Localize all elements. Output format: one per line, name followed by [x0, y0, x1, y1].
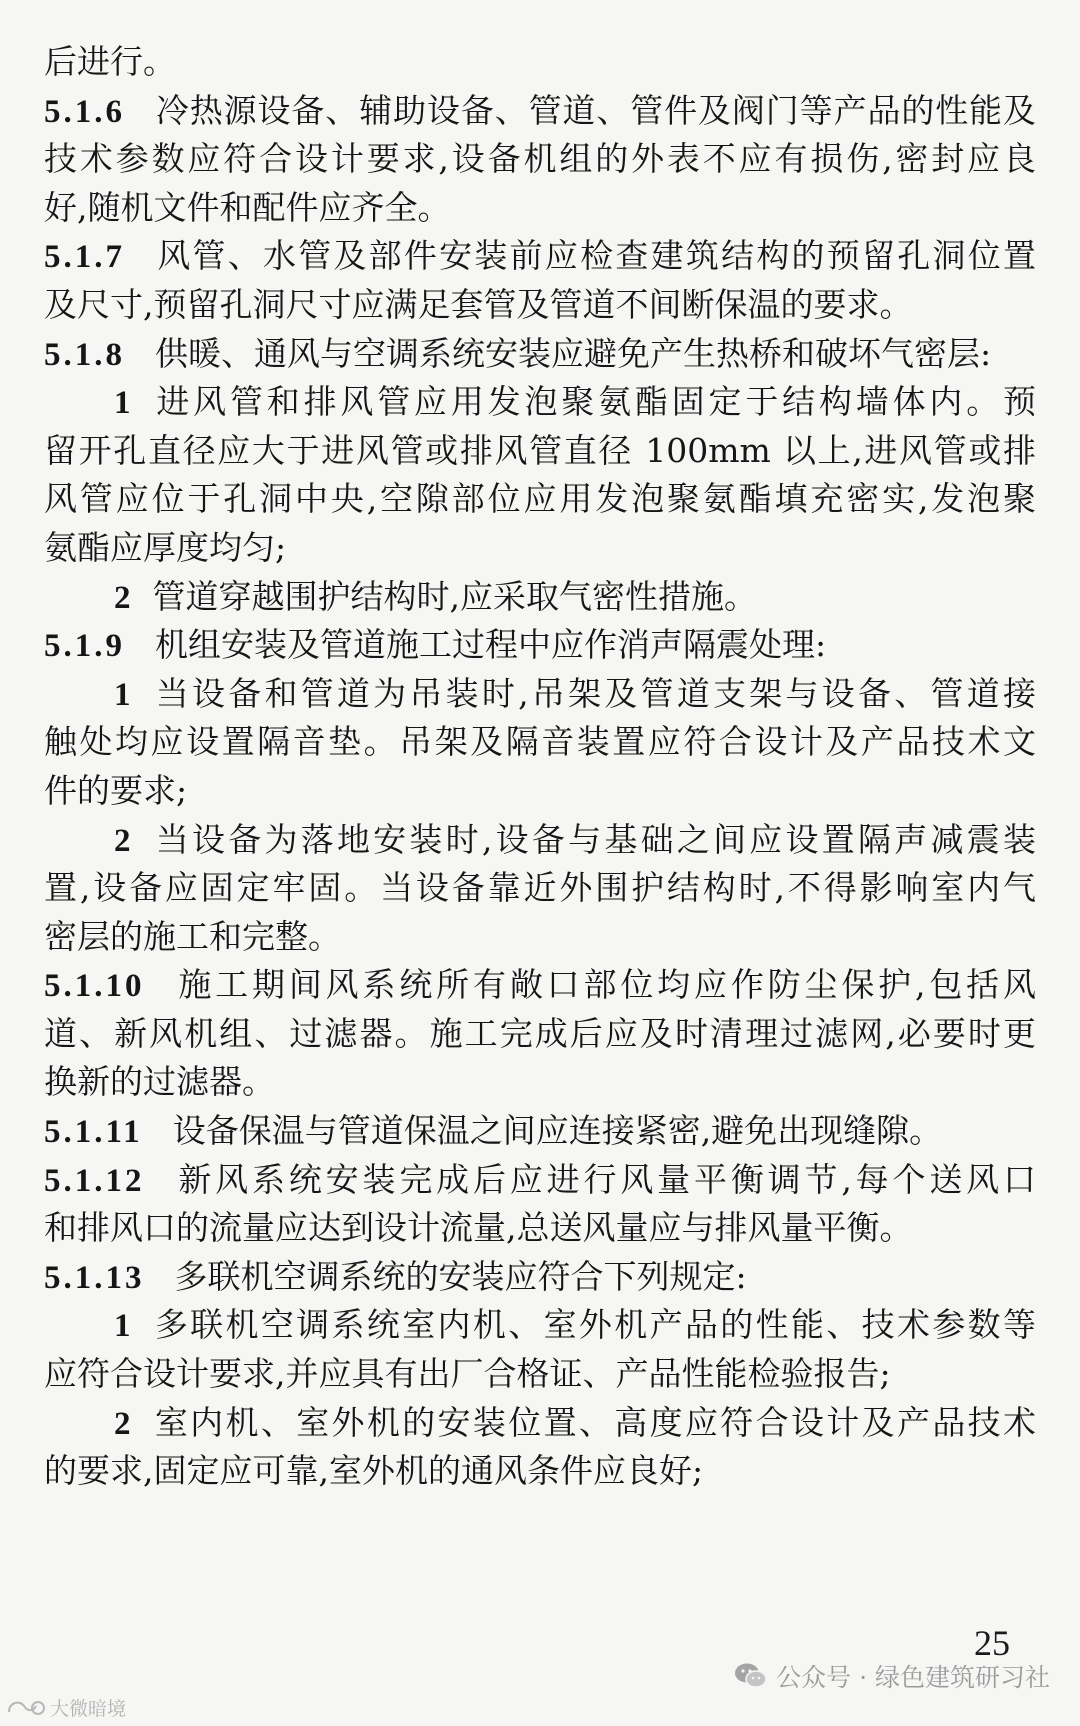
line-text: 进风管和排风管应用发泡聚氨酯固定于结构墙体内。预	[152, 382, 1036, 422]
watermark-logo	[6, 1694, 126, 1721]
line-text: 设备保温与管道保温之间应连接紧密,避免出现缝隙。	[172, 1111, 943, 1151]
clause-number: 5.1.10	[44, 968, 145, 1005]
text-line	[44, 1301, 1036, 1350]
line-text: 置,设备应固定牢固。当设备靠近外围护结构时,不得影响室内气	[44, 868, 1036, 908]
item-number: 1	[114, 1308, 131, 1345]
line-text: 道、新风机组、过滤器。施工完成后应及时清理过滤网,必要时更	[44, 1013, 1036, 1053]
text-line	[44, 1204, 1036, 1253]
text-line	[44, 1253, 1036, 1302]
line-text: 当设备为落地安装时,设备与基础之间应设置隔声减震装	[152, 819, 1036, 859]
text-line	[44, 1107, 1036, 1156]
clause-number: 5.1.12	[44, 1162, 145, 1199]
text-line	[44, 1350, 1036, 1399]
watermark-wechat	[734, 1658, 1050, 1694]
logo-icon	[6, 1697, 46, 1719]
text-line	[44, 1156, 1036, 1205]
item-number: 1	[114, 385, 131, 422]
item-number: 1	[114, 676, 131, 713]
line-text: 风管应位于孔洞中央,空隙部位应用发泡聚氨酯填充密实,发泡聚	[44, 479, 1036, 519]
line-text: 氨酯应厚度均匀;	[44, 527, 287, 567]
document-body	[44, 38, 1036, 1496]
line-text: 当设备和管道为吊装时,吊架及管道支架与设备、管道接	[152, 673, 1036, 713]
line-text: 多联机空调系统的安装应符合下列规定:	[174, 1256, 747, 1296]
text-line	[44, 38, 1036, 87]
clause-number: 5.1.7	[44, 239, 125, 276]
text-line	[44, 1058, 1036, 1107]
line-text: 管道穿越围护结构时,应采取气密性措施。	[152, 576, 757, 616]
line-text: 多联机空调系统室内机、室外机产品的性能、技术参数等	[152, 1305, 1036, 1345]
line-text: 密层的施工和完整。	[44, 916, 341, 956]
text-line	[44, 816, 1036, 865]
text-line	[44, 864, 1036, 913]
text-line	[44, 184, 1036, 233]
line-text: 件的要求;	[44, 770, 188, 810]
text-line	[44, 961, 1036, 1010]
page-number: 25	[974, 1623, 1010, 1663]
text-line	[44, 573, 1036, 622]
line-text: 触处均应设置隔音垫。吊架及隔音装置应符合设计及产品技术文	[44, 722, 1036, 762]
text-line	[44, 767, 1036, 816]
text-line	[44, 475, 1036, 524]
text-line	[44, 378, 1036, 427]
line-text: 技术参数应符合设计要求,设备机组的外表不应有损伤,密封应良	[44, 139, 1036, 179]
line-text: 供暖、通风与空调系统安装应避免产生热桥和破坏气密层:	[155, 333, 992, 373]
clause-number: 5.1.6	[44, 93, 125, 130]
text-line	[44, 1399, 1036, 1448]
line-text: 冷热源设备、辅助设备、管道、管件及阀门等产品的性能及	[155, 90, 1036, 130]
line-text: 后进行。	[44, 42, 176, 81]
line-text: 好,随机文件和配件应齐全。	[44, 187, 451, 227]
text-line	[44, 718, 1036, 767]
text-line	[44, 1010, 1036, 1059]
clause-number: 5.1.11	[44, 1114, 143, 1151]
item-number: 2	[114, 1405, 131, 1442]
line-text: 机组安装及管道施工过程中应作消声隔震处理:	[155, 625, 827, 665]
line-text: 施工期间风系统所有敞口部位均应作防尘保护,包括风	[174, 965, 1036, 1005]
wechat-icon	[734, 1662, 768, 1690]
text-line	[44, 524, 1036, 573]
line-text: 及尺寸,预留孔洞尺寸应满足套管及管道不间断保温的要求。	[44, 284, 913, 324]
text-line	[44, 281, 1036, 330]
clause-number: 5.1.9	[44, 628, 125, 665]
line-text: 的要求,固定应可靠,室外机的通风条件应良好;	[44, 1451, 704, 1491]
line-text: 室内机、室外机的安装位置、高度应符合设计及产品技术	[152, 1402, 1036, 1442]
line-text: 留开孔直径应大于进风管或排风管直径 100mm 以上,进风管或排	[44, 430, 1036, 470]
watermark-left-text: 大微暗境	[50, 1698, 127, 1720]
clause-number: 5.1.8	[44, 336, 125, 373]
line-text: 和排风口的流量应达到设计流量,总送风量应与排风量平衡。	[44, 1208, 913, 1248]
line-text: 新风系统安装完成后应进行风量平衡调节,每个送风口	[174, 1159, 1036, 1199]
text-line	[44, 87, 1036, 136]
line-text: 换新的过滤器。	[44, 1062, 275, 1102]
text-line	[44, 135, 1036, 184]
text-line	[44, 1447, 1036, 1496]
text-line	[44, 621, 1036, 670]
text-line	[44, 913, 1036, 962]
watermark-right-text: 公众号 · 绿色建筑研习社	[776, 1663, 1050, 1692]
line-text: 应符合设计要求,并应具有出厂合格证、产品性能检验报告;	[44, 1354, 891, 1394]
item-number: 2	[114, 822, 131, 859]
text-line	[44, 670, 1036, 719]
text-line	[44, 427, 1036, 476]
item-number: 2	[114, 579, 131, 616]
clause-number: 5.1.13	[44, 1259, 145, 1296]
text-line	[44, 232, 1036, 281]
line-text: 风管、水管及部件安装前应检查建筑结构的预留孔洞位置	[155, 236, 1036, 276]
text-line	[44, 330, 1036, 379]
